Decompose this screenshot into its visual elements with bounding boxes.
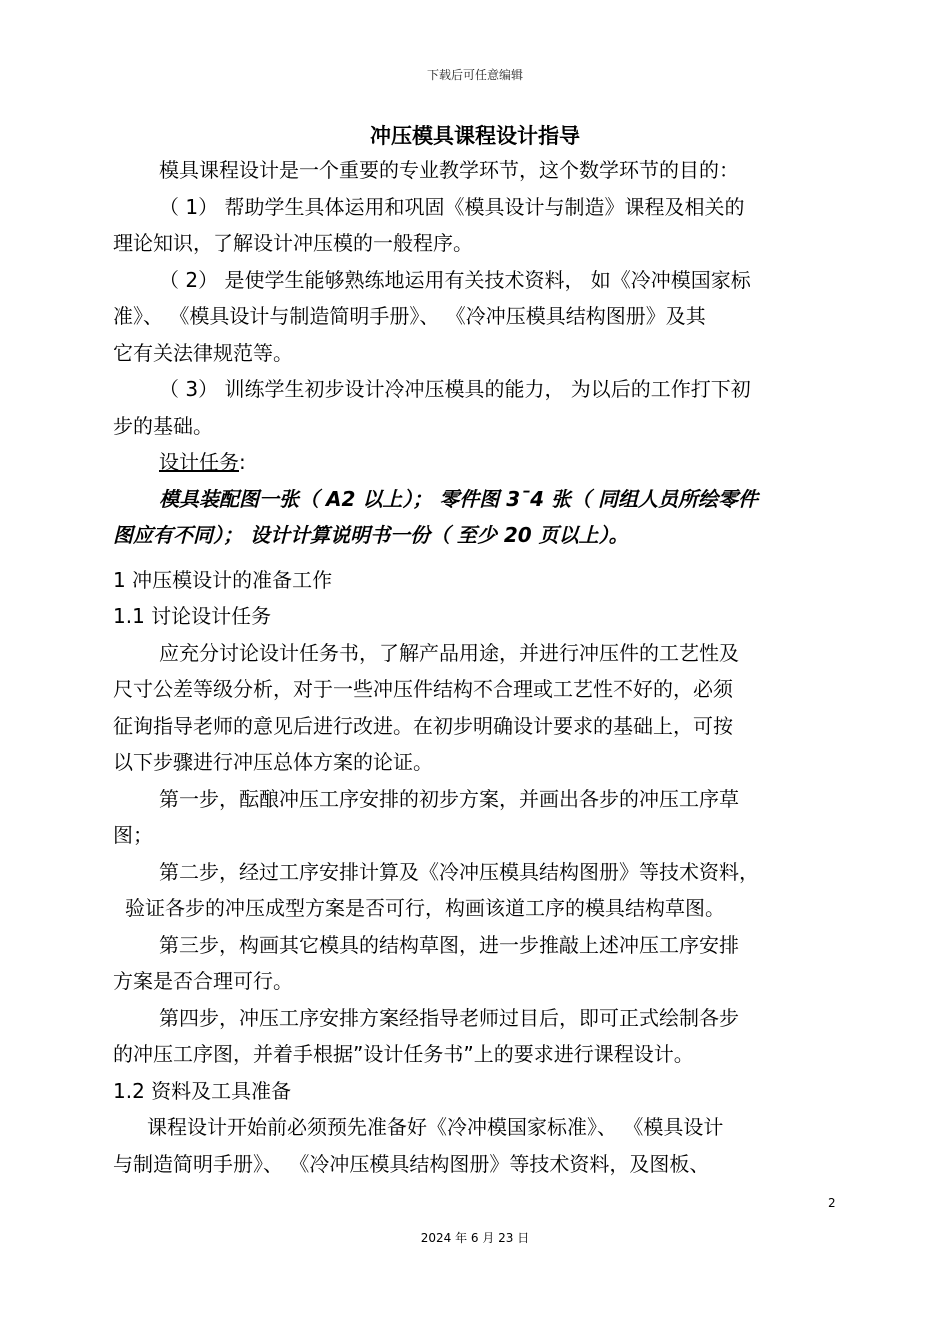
paragraph-line: 第一步，酝酿冲压工序安排的初步方案，并画出各步的冲压工序草 xyxy=(159,786,739,811)
design-task-label: 设计任务 xyxy=(159,450,239,474)
paragraph-line: 验证各步的冲压成型方案是否可行，构画该道工序的模具结构草图。 xyxy=(125,896,725,920)
paragraph-line: 以下步骤进行冲压总体方案的论证。 xyxy=(113,750,433,774)
paragraph-line: （ 3） 训练学生初步设计冷冲压模具的能力， 为以后的工作打下初 xyxy=(159,377,751,401)
document-body xyxy=(113,152,841,1182)
paragraph-line: 图； xyxy=(113,823,153,847)
paragraph-line: 它有关法律规范等。 xyxy=(113,340,293,365)
design-task-line: 图应有不同）； 设计计算说明书一份（ 至少 20 页以上）。 xyxy=(113,523,629,547)
section-heading: 1 冲压模设计的准备工作 xyxy=(113,567,333,592)
paragraph-line: 第二步，经过工序安排计算及《冷冲压模具结构图册》等技术资料， xyxy=(159,859,759,884)
paragraph-line: 与制造简明手册》、 《冷冲压模具结构图册》等技术资料，及图板、 xyxy=(113,1151,710,1176)
paragraph-line: 步的基础。 xyxy=(113,413,213,438)
paragraph-line: （ 1） 帮助学生具体运用和巩固《模具设计与制造》课程及相关的 xyxy=(159,194,745,219)
paragraph-line: 模具课程设计是一个重要的专业教学环节，这个数学环节的目的： xyxy=(159,158,739,182)
paragraph-line: 课程设计开始前必须预先准备好《冷冲模国家标准》、 《模具设计 xyxy=(147,1115,724,1139)
paragraph-line: （ 2） 是使学生能够熟练地运用有关技术资料， 如《冷冲模国家标 xyxy=(159,267,751,292)
paragraph-line: 征询指导老师的意见后进行改进。在初步明确设计要求的基础上，可按 xyxy=(113,713,733,738)
paragraph-line: 第四步，冲压工序安排方案经指导老师过目后，即可正式绘制各步 xyxy=(159,1005,739,1030)
paragraph-line: 尺寸公差等级分析，对于一些冲压件结构不合理或工艺性不好的，必须 xyxy=(113,677,733,701)
paragraph-line: 第三步，构画其它模具的结构草图，进一步推敲上述冲压工序安排 xyxy=(159,932,739,957)
design-task-colon: : xyxy=(239,450,246,474)
subsection-heading: 1.1 讨论设计任务 xyxy=(113,604,272,628)
page-number: 2 xyxy=(828,1196,836,1210)
page-footer-date: 2024 年 6 月 23 日 xyxy=(420,1231,530,1245)
paragraph-line: 理论知识，了解设计冲压模的一般程序。 xyxy=(113,231,473,255)
subsection-heading: 1.2 资料及工具准备 xyxy=(113,1078,292,1103)
design-task-label-line xyxy=(113,444,841,481)
paragraph-line: 的冲压工序图，并着手根据”设计任务书”上的要求进行课程设计。 xyxy=(113,1042,694,1066)
page-header: 下载后可任意编辑 xyxy=(426,68,523,82)
paragraph-line: 应充分讨论设计任务书，了解产品用途，并进行冲压件的工艺性及 xyxy=(159,640,739,665)
paragraph-line: 方案是否合理可行。 xyxy=(113,969,293,993)
document-title: 冲压模具课程设计指导 xyxy=(370,124,580,148)
paragraph-line: 准》、 《模具设计与制造简明手册》、 《冷冲压模具结构图册》及其 xyxy=(113,304,706,328)
design-task-line: 模具装配图一张（ A2 以上）； 零件图 3¯4 张（ 同组人员所绘零件 xyxy=(159,486,759,511)
